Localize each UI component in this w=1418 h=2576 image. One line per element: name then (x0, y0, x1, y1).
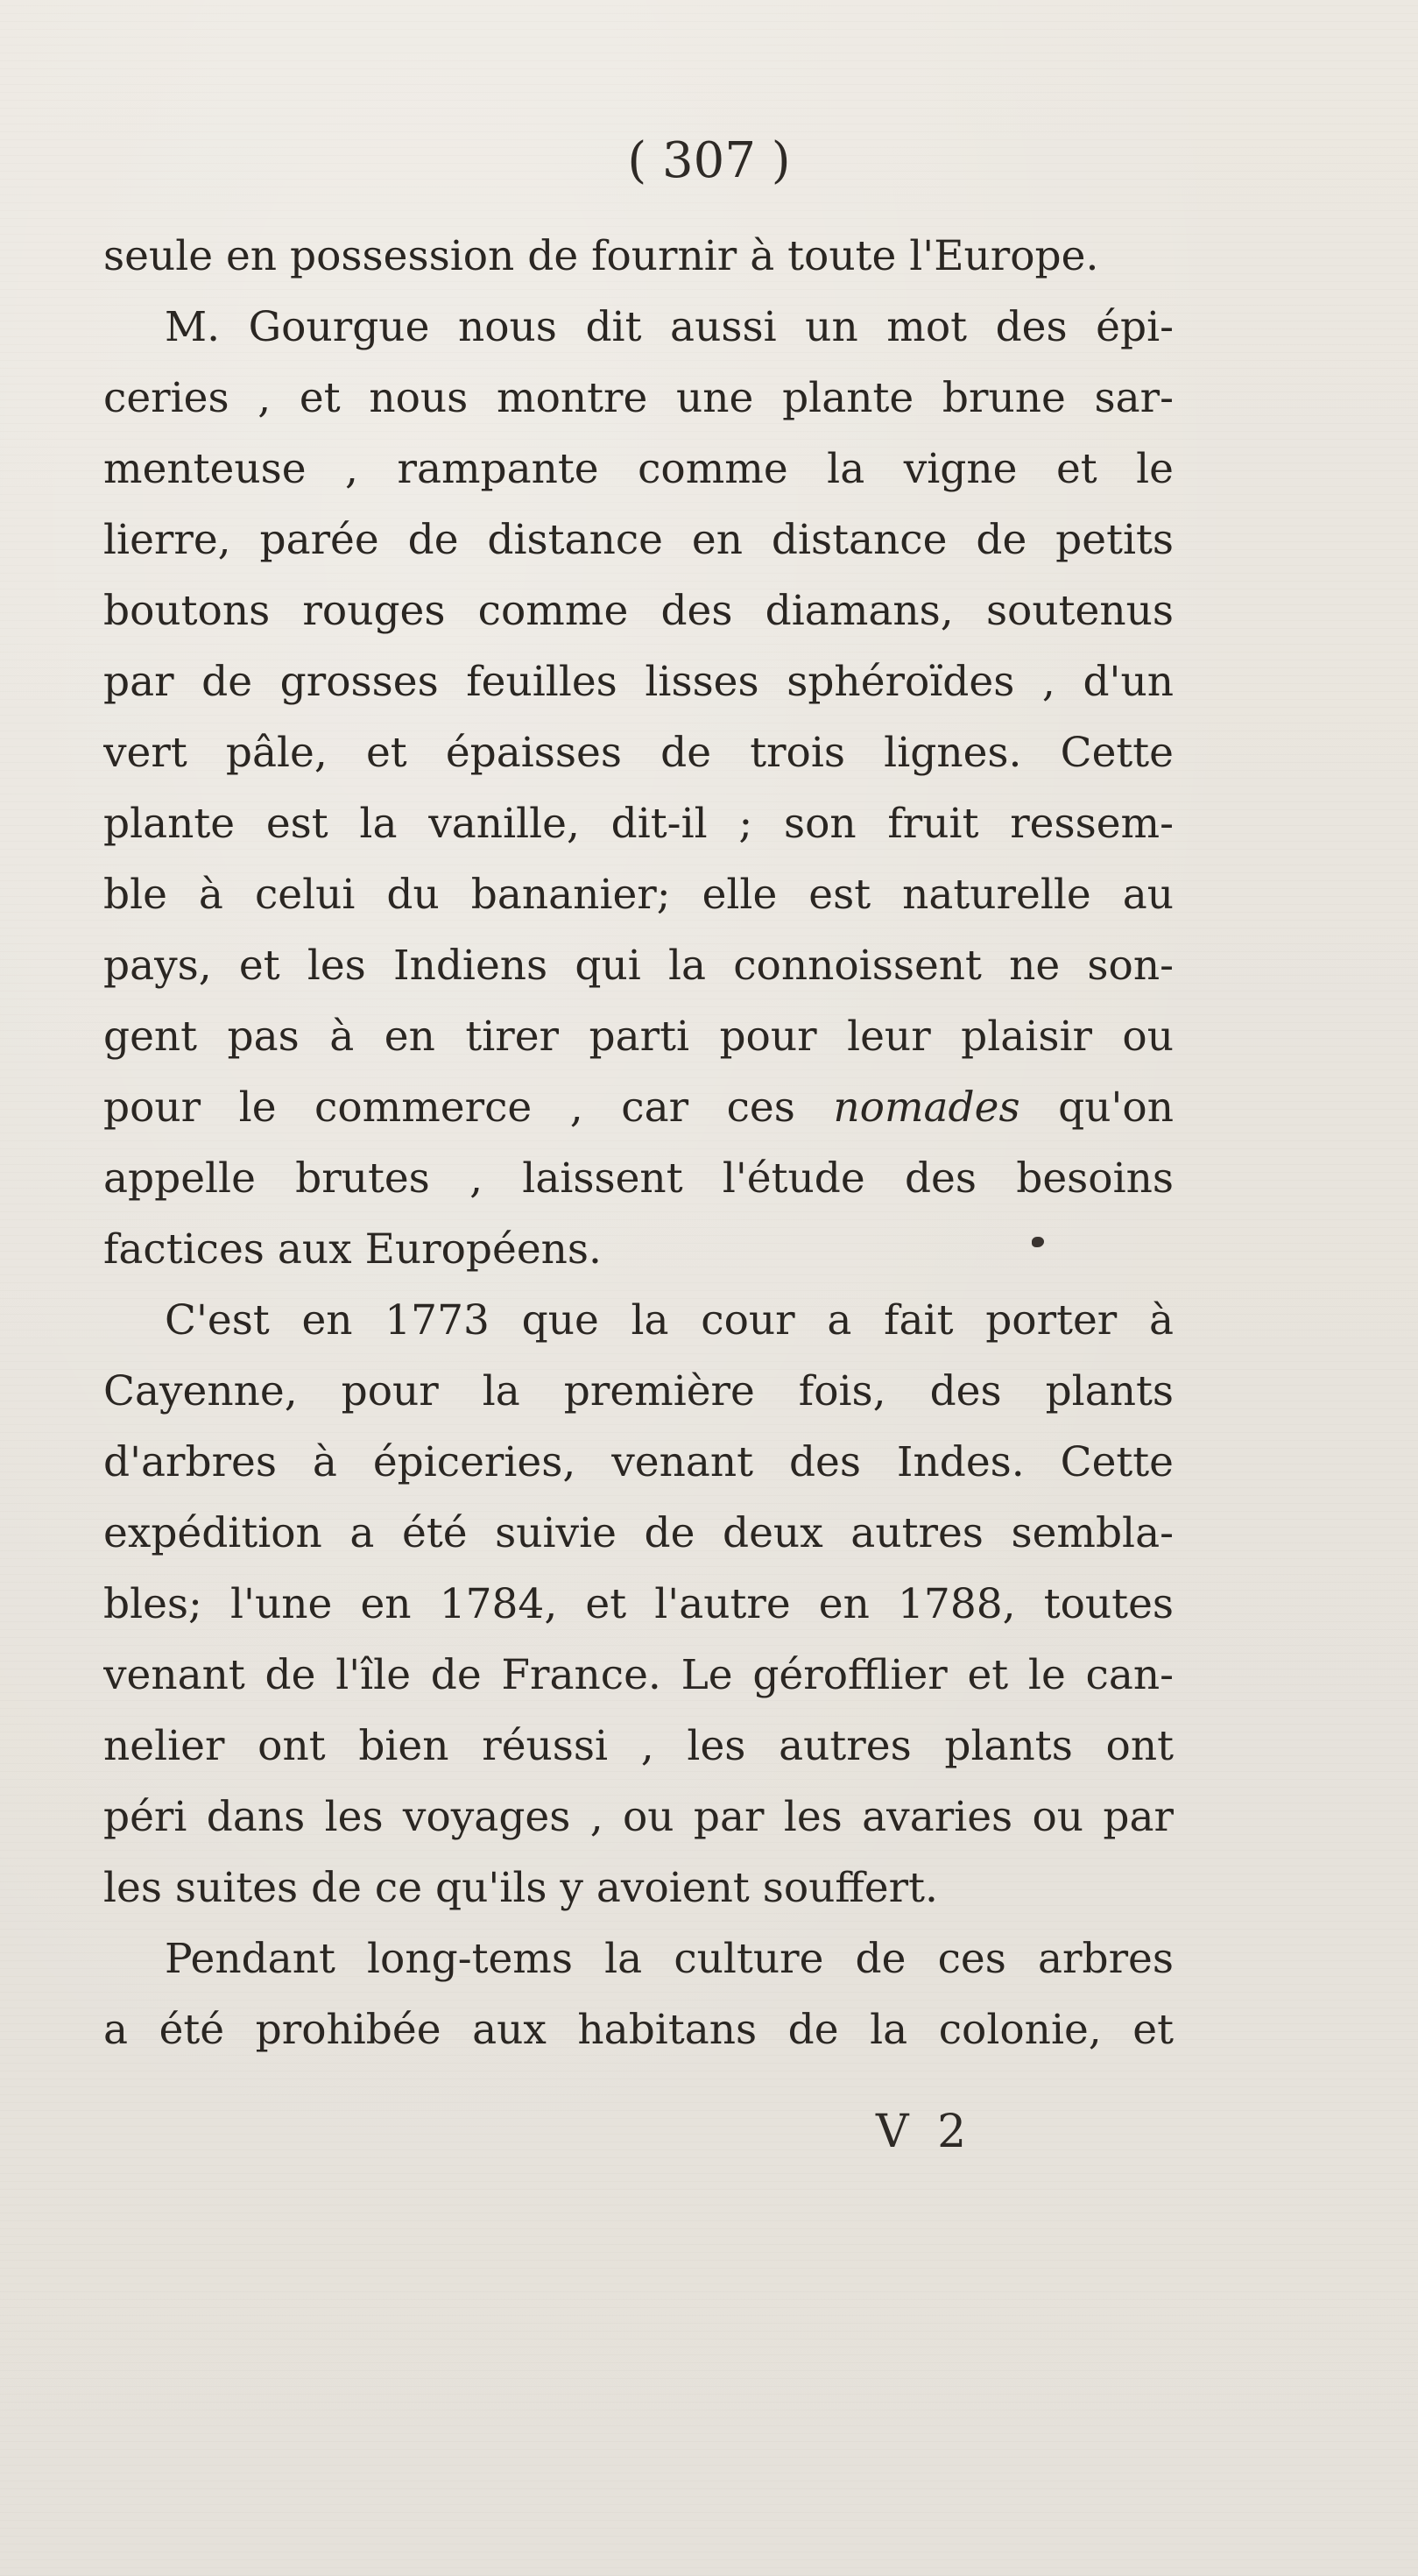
text-line (103, 1427, 1174, 1498)
text-line (103, 1853, 1174, 1923)
text-line (103, 1640, 1174, 1711)
text-line-content: bles; l'une en 1784, et l'autre en 1788, toutes (103, 1580, 1174, 1628)
italic-word: nomades (833, 1083, 1020, 1132)
text-line-content: pour le commerce , car ces (103, 1083, 834, 1132)
text-line (103, 1214, 1174, 1285)
text-line (103, 1782, 1174, 1853)
text-line-content: factices aux Européens. (103, 1225, 602, 1274)
text-line (103, 221, 1174, 292)
text-line-content: qu'on (1019, 1083, 1174, 1132)
text-line-content: plante est la vanille, dit-il ; son fruit ressem- (103, 800, 1174, 848)
text-line (103, 1994, 1174, 2065)
body-text (103, 221, 1174, 2065)
text-line (103, 717, 1174, 788)
text-line-content: venant de l'île de France. Le gérofflier et le can- (103, 1651, 1174, 1699)
text-line-content: d'arbres à épiceries, venant des Indes. Cette (103, 1438, 1174, 1486)
text-line (103, 1072, 1174, 1143)
text-line-content: vert pâle, et épaisses de trois lignes. Cette (103, 729, 1174, 777)
text-line-content: C'est en 1773 que la cour a fait porter à (165, 1296, 1174, 1344)
text-line-content: ceries , et nous montre une plante brune sar- (103, 374, 1174, 422)
text-line (103, 1711, 1174, 1782)
text-line (103, 434, 1174, 505)
text-line-content: boutons rouges comme des diamans, soutenus (103, 587, 1174, 635)
text-line (103, 788, 1174, 859)
text-line-content: menteuse , rampante comme la vigne et le (103, 445, 1174, 493)
text-line (103, 292, 1174, 363)
text-line (103, 1569, 1174, 1640)
text-line-content: Pendant long-tems la culture de ces arbres (165, 1935, 1174, 1983)
text-line (103, 1143, 1174, 1214)
text-line (103, 1285, 1174, 1356)
text-line (103, 575, 1174, 646)
text-line-content: Cayenne, pour la première fois, des plants (103, 1367, 1174, 1415)
text-line (103, 505, 1174, 575)
text-line-content: les suites de ce qu'ils y avoient souffert. (103, 1864, 938, 1912)
text-line-content: a été prohibée aux habitans de la colonie, et (103, 2006, 1174, 2054)
text-line (103, 1923, 1174, 1994)
text-line (103, 1001, 1174, 1072)
text-line-content: gent pas à en tirer parti pour leur plaisir ou (103, 1013, 1174, 1061)
text-line-content: ble à celui du bananier; elle est naturelle au (103, 871, 1174, 919)
text-line-content: appelle brutes , laissent l'étude des besoins (103, 1154, 1174, 1203)
text-line (103, 1498, 1174, 1569)
text-line-content: nelier ont bien réussi , les autres plants ont (103, 1722, 1174, 1770)
text-line-content: péri dans les voyages , ou par les avaries ou par (103, 1793, 1174, 1841)
text-line (103, 363, 1174, 434)
text-line-content: M. Gourgue nous dit aussi un mot des épi- (165, 303, 1174, 351)
text-line-content: pays, et les Indiens qui la connoissent ne son- (103, 942, 1174, 990)
text-line-content: par de grosses feuilles lisses sphéroïdes , d'un (103, 658, 1174, 706)
signature-mark: V 2 (876, 2106, 974, 2158)
text-line (103, 1356, 1174, 1427)
text-line-content: seule en possession de fournir à toute l'Europe. (103, 232, 1099, 280)
text-line-content: expédition a été suivie de deux autres sembla- (103, 1509, 1174, 1557)
text-line (103, 930, 1174, 1001)
text-line (103, 646, 1174, 717)
text-line-content: lierre, parée de distance en distance de petits (103, 516, 1174, 564)
page-number: ( 307 ) (627, 132, 791, 189)
text-line (103, 859, 1174, 930)
